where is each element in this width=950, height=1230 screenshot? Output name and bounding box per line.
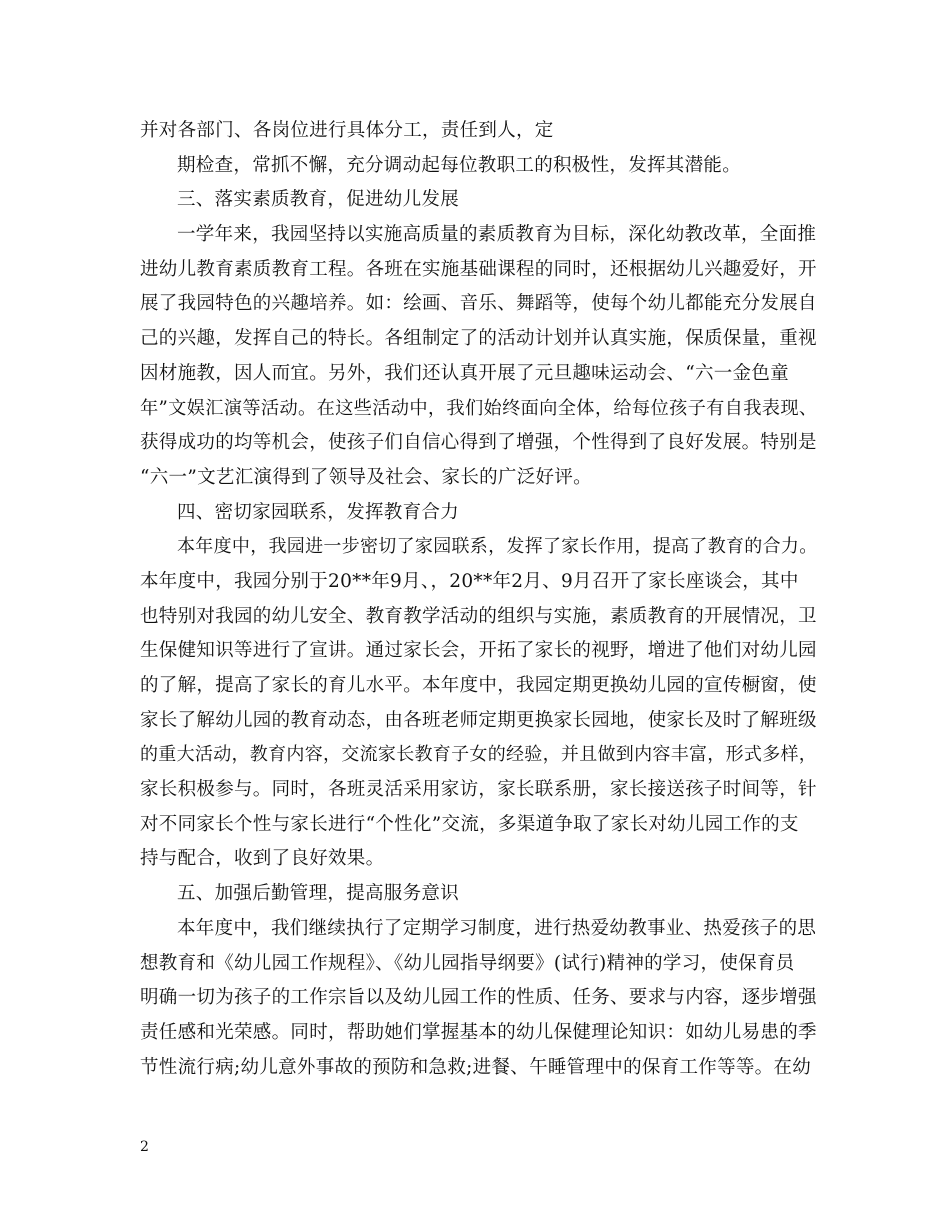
text-line: 三、落实素质教育，促进幼儿发展 [177, 189, 460, 211]
text-line: 的了解，提高了家长的育儿水平。本年度中，我园定期更换幼儿园的宣传橱窗，使 [140, 675, 817, 696]
text-line: 四、密切家园联系，发挥教育合力 [177, 501, 460, 523]
page-number: 2 [140, 1139, 149, 1155]
text-line: 五、加强后勤管理，提高服务意识 [177, 883, 460, 905]
text-line: 展了我园特色的兴趣培养。如：绘画、音乐、舞蹈等，使每个幼儿都能充分发展自 [140, 293, 817, 315]
body-text [140, 114, 820, 1085]
text-line: 获得成功的均等机会，使孩子们自信心得到了增强，个性得到了良好发展。特别是 [140, 432, 817, 454]
text-line: 己的兴趣，发挥自己的特长。各组制定了的活动计划并认真实施，保质保量，重视 [140, 328, 817, 350]
text-line: 本年度中，我园进一步密切了家园联系，发挥了家长作用，提高了教育的合力。 [177, 536, 818, 558]
text-line: 并对各部门、各岗位进行具体分工，责任到人，定 [140, 120, 554, 141]
text-line: 本年度中，我园分别于20**年9月、，20**年2月、9月召开了家长座谈会，其中 [140, 570, 799, 592]
text-line: “六一”文艺汇演得到了领导及社会、家长的广泛好评。 [140, 466, 592, 488]
text-line: 也特别对我园的幼儿安全、教育教学活动的组织与实施，素质教育的开展情况，卫 [140, 605, 817, 627]
text-line: 一学年来，我园坚持以实施高质量的素质教育为目标，深化幼教改革，全面推 [177, 224, 817, 246]
text-line: 生保健知识等进行了宣讲。通过家长会，开拓了家长的视野，增进了他们对幼儿园 [140, 640, 817, 662]
text-line: 年”文娱汇演等活动。在这些活动中，我们始终面向全体，给每位孩子有自我表现、 [140, 397, 818, 419]
text-line: 期检查，常抓不懈，充分调动起每位教职工的积极性，发挥其潜能。 [177, 154, 742, 176]
text-line: 持与配合，收到了良好效果。 [140, 848, 385, 870]
text-line: 家长积极参与。同时，各班灵活采用家访，家长联系册，家长接送孩子时间等，针 [140, 779, 817, 801]
text-line: 本年度中，我们继续执行了定期学习制度，进行热爱幼教事业、热爱孩子的思 [177, 917, 817, 939]
text-line: 节性流行病;幼儿意外事故的预防和急救;进餐、午睡管理中的保育工作等等。在幼 [140, 1056, 812, 1078]
text-line: 的重大活动，教育内容，交流家长教育子女的经验，并且做到内容丰富，形式多样， [140, 744, 818, 766]
text-line: 责任感和光荣感。同时，帮助她们掌握基本的幼儿保健理论知识：如幼儿易患的季 [140, 1021, 817, 1043]
text-line: 明确一切为孩子的工作宗旨以及幼儿园工作的性质、任务、要求与内容，逐步增强 [140, 987, 817, 1009]
text-line: 因材施教，因人而宜。另外，我们还认真开展了元旦趣味运动会、“六一金色童 [140, 362, 789, 384]
text-line: 对不同家长个性与家长进行“个性化”交流，多渠道争取了家长对幼儿园工作的支 [140, 813, 799, 835]
text-line: 进幼儿教育素质教育工程。各班在实施基础课程的同时，还根据幼儿兴趣爱好，开 [140, 258, 817, 280]
text-line: 家长了解幼儿园的教育动态，由各班老师定期更换家长园地，使家长及时了解班级 [140, 709, 817, 731]
text-line: 想教育和《幼儿园工作规程》、《幼儿园指导纲要》(试行)精神的学习，使保育员 [140, 952, 795, 974]
